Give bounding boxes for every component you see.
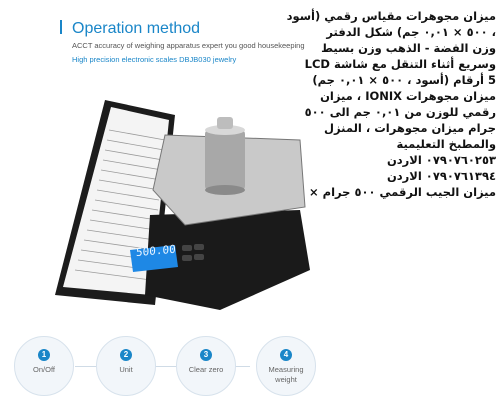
arabic-line: ميزان الجيب الرقمي ٥٠٠ جرام ×	[309, 185, 496, 199]
calibration-weight	[205, 130, 245, 190]
subtitle: ACCT accuracy of weighing apparatus expert you good housekeeping	[72, 41, 305, 50]
step-number: 2	[120, 349, 132, 361]
step-label: On/Off	[33, 365, 55, 374]
step-measuring-weight	[256, 336, 316, 396]
arabic-line: ٠٧٩٠٧٦١٣٩٤ الاردن	[386, 169, 496, 183]
step-clear-zero	[176, 336, 236, 396]
arabic-line: ميزان مجوهرات مقياس رقمي (أسود	[286, 9, 496, 23]
step-label: Measuring weight	[268, 365, 304, 384]
pocket-scale-image	[35, 95, 325, 310]
arabic-line: والمطبخ التعليمية	[396, 137, 496, 151]
arabic-line: رقمي للوزن من ٠,٠١ جم الى ٥٠٠	[304, 105, 496, 119]
step-number: 3	[200, 349, 212, 361]
step-number: 1	[38, 349, 50, 361]
step-on-off	[14, 336, 74, 396]
title-accent-bar	[60, 20, 62, 34]
page-title: Operation method	[72, 20, 201, 37]
step-unit	[96, 336, 156, 396]
arabic-line: وزن الفضة - الذهب وزن بسيط	[321, 41, 496, 55]
tagline: High precision electronic scales DBJB030 jewelry	[72, 55, 237, 64]
arabic-line: وسريع أثناء التنقل مع شاشة LCD	[304, 57, 496, 71]
arabic-line: ميزان مجوهرات IONIX ، ميزان	[320, 89, 496, 103]
step-label: Unit	[119, 365, 133, 374]
step-label: Clear zero	[188, 365, 224, 374]
step-number: 4	[280, 349, 292, 361]
arabic-line: جرام ميزان مجوهرات ، المنزل	[324, 121, 496, 135]
arabic-line: 5 أرقام (أسود ، ٥٠٠ × ٠,٠١ جم)	[312, 73, 496, 87]
lcd-reading: 500.00	[136, 242, 176, 260]
arabic-line: ، ٥٠٠ × ٠,٠١ جم) شكل الدفتر	[326, 25, 496, 39]
arabic-line: ٠٧٩٠٧٦٠٢٥٣ الاردن	[386, 153, 496, 167]
